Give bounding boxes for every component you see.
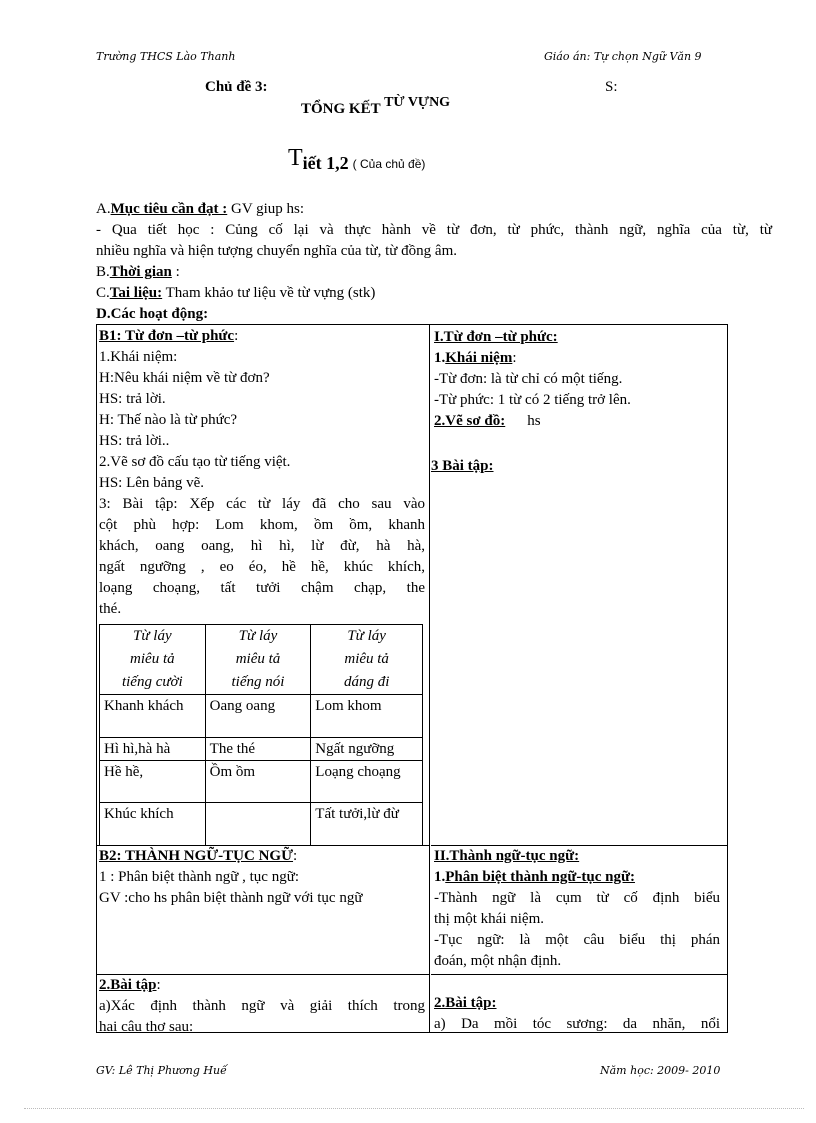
b1-colon: : [234, 328, 239, 344]
exercise-line: cột phù hợp: Lom khom, ồm ồm, khanh [99, 517, 425, 533]
sII-sub-label: Phân biệt thành ngữ-tục ngữ: [445, 869, 635, 885]
b2-title: B2: THÀNH NGỮ-TỤC NGỮ [99, 848, 294, 864]
sII-line: -Thành ngữ là cụm từ cố định biểu [434, 890, 720, 906]
sII-line: thị một khái niệm. [434, 911, 544, 927]
s1-sub-prefix: 1. [434, 350, 446, 366]
topic-label: Chủ đề 3: [205, 79, 268, 95]
reduplicative-words-table [99, 624, 423, 846]
section-c-prefix: C. [96, 285, 110, 301]
table-row [100, 761, 423, 803]
ex-line: a) Da mồi tóc sương: da nhăn, nổi [434, 1016, 720, 1032]
section-a-prefix: A. [96, 201, 111, 217]
footer-teacher: GV: Lê Thị Phương Huế [96, 1064, 227, 1077]
left-line: 1.Khái niệm: [99, 349, 178, 365]
b2-line: GV :cho hs phân biệt thành ngữ với tục ngữ [99, 890, 363, 906]
table-header-cell: Từ láy miêu tả tiếng cười [100, 625, 206, 695]
section-b-label: Thời gian [109, 264, 172, 280]
sII-sub [434, 867, 635, 887]
section-a-label: Mục tiêu cần đạt : [110, 201, 228, 217]
s1-line: -Từ phức: 1 từ có 2 tiếng trở lên. [434, 392, 631, 408]
b1-heading [99, 326, 238, 346]
s1-sub-label: Khái niệm [445, 350, 513, 366]
exercise-line: loạng choạng, tất tưởi chậm chạp, the [99, 580, 425, 596]
table-cell: Ồm ồm [205, 761, 311, 803]
s1-line: -Từ đơn: là từ chỉ có một tiếng. [434, 371, 623, 387]
ex-title: 2.Bài tập: [434, 995, 497, 1011]
lesson-title [288, 145, 425, 172]
sII-line: đoán, một nhận định. [434, 953, 562, 969]
b2-colon: : [293, 848, 298, 864]
topic-title-sup: TỪ VỰNG [384, 95, 451, 110]
sII-sub-prefix: 1. [434, 869, 446, 885]
left-line: H:Nêu khái niệm về từ đơn? [99, 370, 270, 386]
ex2-title: 2.Bài tập [99, 977, 157, 993]
teacher-student-column [97, 325, 430, 1032]
footer-year: Năm học: 2009- 2010 [600, 1064, 721, 1077]
table-row [100, 695, 423, 738]
header-subject: Giáo án: Tự chọn Ngữ Văn 9 [544, 50, 702, 63]
section-b-prefix: B. [96, 264, 110, 280]
left-line: HS: Lên bảng vẽ. [99, 475, 204, 491]
section-a [96, 199, 304, 220]
s-label: S: [605, 79, 618, 95]
table-cell [205, 803, 311, 846]
lesson-note: ( Của chủ đề) [352, 157, 426, 171]
table-cell: Loạng choạng [311, 761, 423, 803]
section-divider [431, 974, 727, 975]
exercise-line: 3: Bài tập: Xếp các từ láy đã cho sau vào [99, 496, 425, 512]
b2-line: 1 : Phân biệt thành ngữ , tục ngữ: [99, 869, 299, 885]
s2-label: 2.Vẽ sơ đồ: [434, 413, 506, 429]
section-b [96, 262, 180, 283]
section-b-text: : [171, 264, 180, 280]
header-school: Trường THCS Lào Thanh [96, 50, 236, 63]
left-line: HS: trả lời.. [99, 433, 170, 449]
table-cell: Hì hì,hà hà [100, 738, 206, 761]
exercise-line: ngất ngưỡng , eo éo, hề hề, khúc khích, [99, 559, 425, 575]
section-c-label: Tai liệu: [109, 285, 163, 301]
section-a-detail-1: - Qua tiết học : Củng cố lại và thực hành về từ đơn, từ phức, thành ngữ, nghĩa của từ, từ [96, 222, 772, 238]
ex2-line: a)Xác định thành ngữ và giải thích trong [99, 998, 425, 1014]
activities-table [96, 324, 728, 1033]
topic-title [301, 95, 451, 118]
s3-line [431, 456, 494, 476]
table-cell: Khúc khích [100, 803, 206, 846]
ex2-line: hai câu thơ sau: [99, 1019, 194, 1032]
s2-text: hs [527, 413, 541, 429]
page-edge [24, 1108, 804, 1109]
b2-heading [99, 846, 297, 866]
section-a-text: GV giup hs: [227, 201, 305, 217]
b1-title: B1: Từ đơn –từ phức [99, 328, 235, 344]
table-cell: The thé [205, 738, 311, 761]
topic-title-main: TỔNG KẾT [301, 101, 381, 117]
content-column [431, 325, 727, 1032]
left-line: HS: trả lời. [99, 391, 166, 407]
exercise-line: khách, oang oang, hì hì, lừ đừ, hà hà, [99, 538, 425, 554]
left-line: H: Thế nào là từ phức? [99, 412, 238, 428]
s1-title: I.Từ đơn –từ phức: [434, 329, 558, 345]
table-header-cell: Từ láy miêu tả tiếng nói [205, 625, 311, 695]
table-row [100, 803, 423, 846]
lesson-big-t: T [288, 145, 303, 171]
table-header-cell: Từ láy miêu tả dáng đi [311, 625, 423, 695]
section-c [96, 283, 375, 304]
ex2-colon: : [156, 977, 161, 993]
s3-label: 3 Bài tập: [431, 458, 494, 474]
table-header-row [100, 625, 423, 695]
ex2-heading [99, 975, 161, 995]
left-line: 2.Vẽ sơ đồ cấu tạo từ tiếng việt. [99, 454, 291, 470]
s2-line [434, 411, 541, 431]
table-cell: Lom khom [311, 695, 423, 738]
table-row [100, 738, 423, 761]
section-d-label: D.Các hoạt động: [96, 306, 209, 322]
table-cell: Tất tưởi,lừ đừ [311, 803, 423, 846]
s1-sub-colon: : [512, 350, 517, 366]
s1-sub [434, 348, 517, 368]
table-cell: Oang oang [205, 695, 311, 738]
table-cell: Ngất ngưỡng [311, 738, 423, 761]
table-cell: Hề hề, [100, 761, 206, 803]
table-cell: Khanh khách [100, 695, 206, 738]
sII-line: -Tục ngữ: là một câu biểu thị phán [434, 932, 720, 948]
lesson-number: iết 1,2 [302, 153, 349, 173]
exercise-line-last: thé. [99, 601, 122, 617]
sII-title: II.Thành ngữ-tục ngữ: [434, 848, 580, 864]
section-a-detail-2: nhiều nghĩa và hiện tượng chuyển nghĩa của từ, từ đồng âm. [96, 243, 457, 259]
section-c-text: Tham khảo tư liệu về từ vựng (stk) [162, 285, 376, 301]
